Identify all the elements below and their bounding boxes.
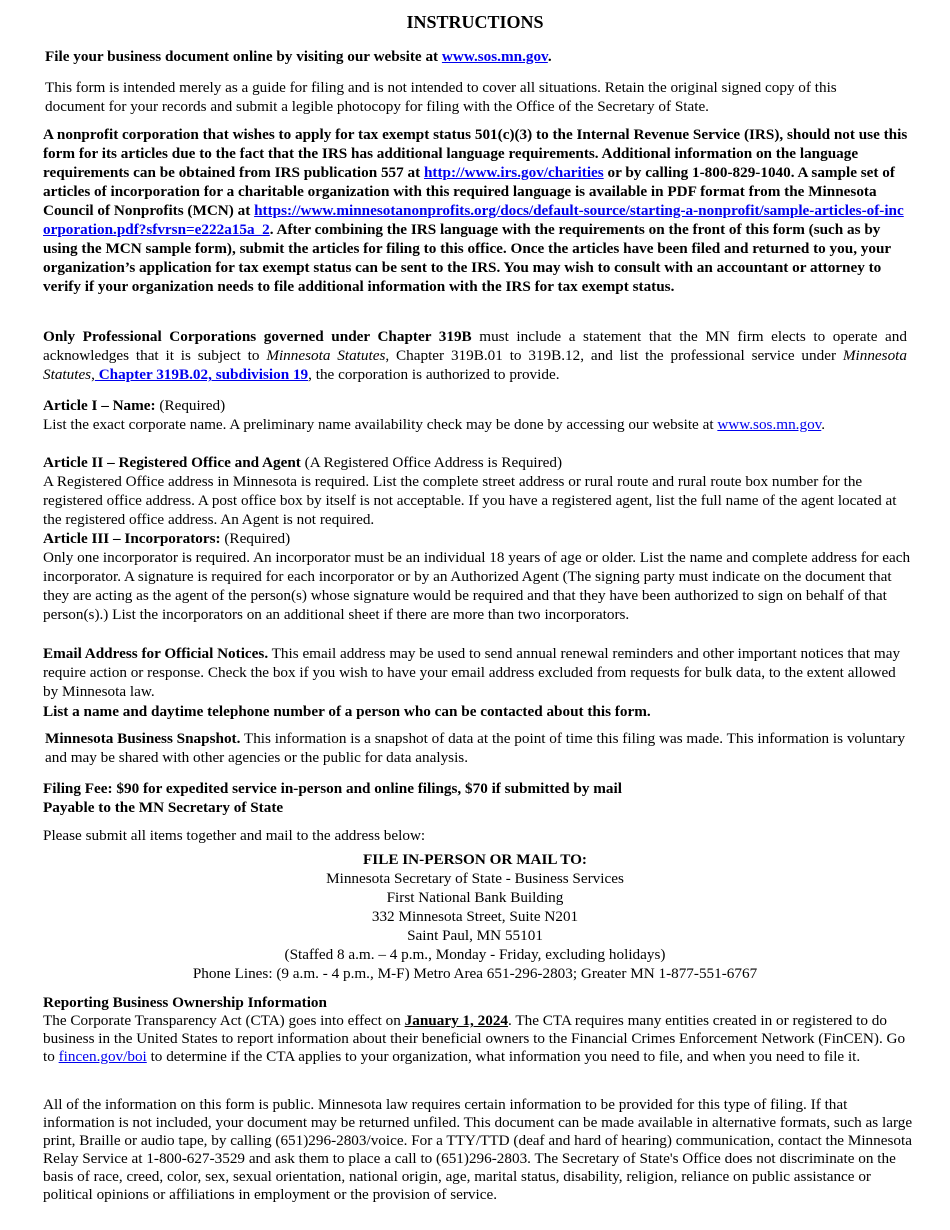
article-1-heading: Article I – Name:	[43, 397, 156, 414]
online-filing-text: File your business document online by visiting our website at	[45, 48, 442, 65]
business-snapshot-section: Minnesota Business Snapshot. This information is a snapshot of data at the point of time this filing was made. This information is voluntary and may be shared with other agencies or the public for data analysis.	[45, 730, 906, 766]
filing-fee-line: Filing Fee: $90 for expedited service in-person and online filings, $70 if submitted by mail	[43, 780, 622, 797]
email-notices-section: Email Address for Official Notices. This email address may be used to send annual renewal reminders and other important notices that may require action or response. Check the box if you wish to have your email address excluded from requests for bulk data, to the extent allowed by Minnesota law.	[43, 645, 901, 700]
payable-to-line: Payable to the MN Secretary of State	[43, 799, 284, 816]
mailing-address-block	[0, 850, 950, 983]
irs-charities-link[interactable]: http://www.irs.gov/charities	[423, 164, 604, 181]
address-line-3: 332 Minnesota Street, Suite N201	[371, 908, 579, 925]
sos-website-link[interactable]: www.sos.mn.gov	[441, 48, 548, 65]
mcn-sample-articles-link[interactable]: https://www.minnesotanonprofits.org/docs/default-source/starting-a-nonprofit/sample-articles-of-incorporation.pdf?sfvrsn=e222a15a_2	[43, 202, 904, 238]
ownership-heading: Reporting Business Ownership Information	[43, 994, 327, 1011]
office-hours: (Staffed 8 a.m. – 4 p.m., Monday - Friday, excluding holidays)	[284, 946, 666, 963]
chapter-319b-link[interactable]: Chapter 319B.02, subdivision 19	[94, 366, 309, 383]
page-title: INSTRUCTIONS	[406, 12, 544, 32]
submit-instructions: Please submit all items together and mail to the address below:	[43, 827, 426, 844]
cta-effective-date: January 1, 2024	[404, 1012, 509, 1029]
ownership-section: Reporting Business Ownership Information The Corporate Transparency Act (CTA) goes into effect on January 1, 2024. The CTA requires many entities created in or registered to do business in the United States to report information about their beneficial owners to the Financial Crimes Enforcement Network (FinCEN). Go to fincen.gov/boi to determine if the CTA applies to your organization, what information you need to file, and when you need to file it.	[43, 994, 906, 1065]
article-2-heading: Article II – Registered Office and Agent	[43, 454, 301, 471]
online-filing-line: File your business document online by visiting our website at www.sos.mn.gov.	[45, 48, 552, 65]
mailing-address-heading: FILE IN-PERSON OR MAIL TO:	[363, 851, 587, 868]
article-3-heading: Article III – Incorporators:	[43, 530, 221, 547]
sos-website-link-2[interactable]: www.sos.mn.gov	[717, 416, 822, 433]
guide-paragraph: This form is intended merely as a guide for filing and is not intended to cover all situations. Retain the original signed copy of this document for your records and submit a legible photocopy for filing with the Office of the Secretary of State.	[45, 79, 837, 115]
address-line-1: Minnesota Secretary of State - Business Services	[326, 870, 624, 887]
article-3-section: Article III – Incorporators: (Required) Only one incorporator is required. An incorporator must be an individual 18 years of age or older. List the name and complete address for each incorporator. A signature is required for each incorporator or by an Authorized Agent (The signing party must indicate on the document that they are acting as the agent of the person(s) whose signature would be required and that they have been authorized to sign on behalf of that person(s).) List the incorporators on an additional sheet if there are more than two incorporators.	[43, 530, 911, 623]
contact-person-line: List a name and daytime telephone number of a person who can be contacted about this form.	[43, 703, 651, 720]
fincen-boi-link[interactable]: fincen.gov/boi	[58, 1048, 147, 1065]
phone-lines: Phone Lines: (9 a.m. - 4 p.m., M-F) Metro Area 651-296-2803; Greater MN 1-877-551-6767	[192, 965, 758, 982]
address-line-2: First National Bank Building	[386, 889, 564, 906]
public-information-paragraph: All of the information on this form is public. Minnesota law requires certain information to be provided for this type of filing. If that information is not included, your document may be returned unfiled. This document can be made available in alternative formats, such as large print, Braille or audio tape, by calling (651)296-2803/voice. For a TTY/TTD (deaf and hard of hearing) communication, contact the Minnesota Relay Service at 1-800-627-3529 and ask them to place a call to (651)296-2803. The Secretary of State's Office does not discriminate on the basis of race, creed, color, sex, sexual orientation, national origin, age, marital status, disability, religion, reliance on public assistance or political opinions or affiliations in employment or the provision of service.	[43, 1096, 913, 1203]
article-1-section: Article I – Name: (Required) List the exact corporate name. A preliminary name availability check may be done by accessing our website at www.sos.mn.gov.	[43, 397, 826, 433]
business-snapshot-heading: Minnesota Business Snapshot.	[45, 730, 241, 747]
filing-fee-section	[43, 779, 923, 817]
article-2-section: Article II – Registered Office and Agent (A Registered Office Address is Required) A Registered Office address in Minnesota is required. List the complete street address or rural route and rural route box number for the registered office address. A post office box by itself is not acceptable. If you have a registered agent, list the full name of the agent located at the registered office address. An Agent is not required.	[43, 454, 897, 528]
professional-corporations-paragraph: Only Professional Corporations governed under Chapter 319B must include a statement that the MN firm elects to operate and acknowledges that it is subject to Minnesota Statutes, Chapter 319B.01 to 319B.12, and list the professional service under Minnesota Statutes, Chapter 319B.02, subdivision 19, the corporation is authorized to provide.	[43, 328, 907, 383]
nonprofit-paragraph: A nonprofit corporation that wishes to apply for tax exempt status 501(c)(3) to the Internal Revenue Service (IRS), should not use this form for its articles due to the fact that the IRS has additional language requirements. Additional information on the language requirements can be obtained from IRS publication 557 at http://www.irs.gov/charities or by calling 1-800-829-1040. A sample set of articles of incorporation for a charitable organization with this required language is available in PDF format from the Minnesota Council of Nonprofits (MCN) at https://www.minnesotanonprofits.org/docs/default-source/starting-a-nonprofit/sample-articles-of-incorporation.pdf?sfvrsn=e222a15a_2. After combining the IRS language with the requirements on the front of this form (such as by using the MCN sample form), submit the articles for filing to this office. Once the articles have been filed and returned to you, your organization’s application for tax exempt status can be sent to the IRS. You may wish to consult with an accountant or attorney to verify if your organization needs to file additional information with the IRS for tax exempt status.	[43, 126, 908, 295]
address-line-4: Saint Paul, MN 55101	[407, 927, 543, 944]
email-notices-heading: Email Address for Official Notices.	[43, 645, 269, 662]
